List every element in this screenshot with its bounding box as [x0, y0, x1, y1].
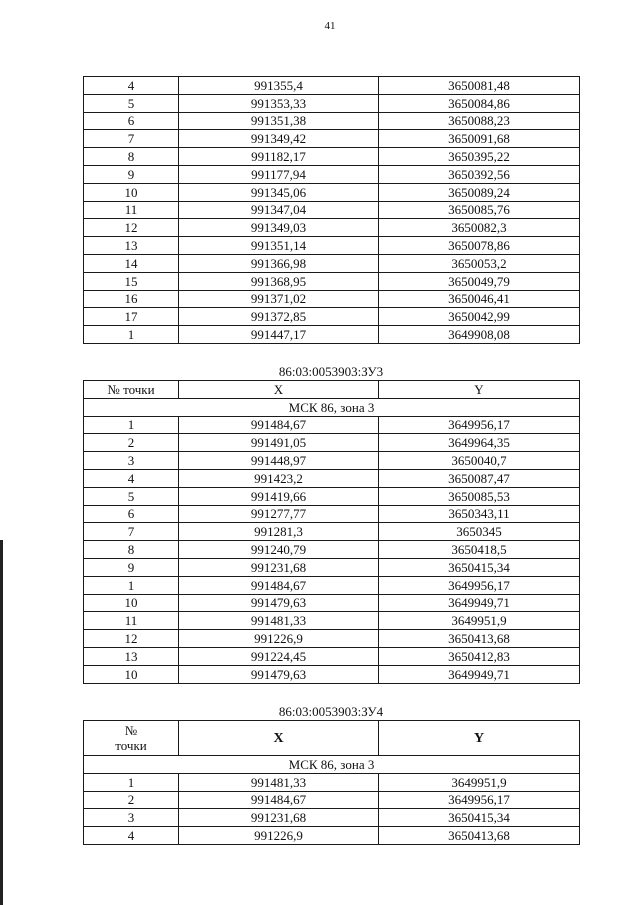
header-point-line1: № — [124, 723, 138, 738]
header-y: Y — [379, 381, 580, 399]
table-row — [84, 308, 580, 326]
point-number-cell: 4 — [84, 469, 179, 487]
point-number-cell: 6 — [84, 505, 179, 523]
y-coordinate-cell: 3650412,83 — [379, 647, 580, 665]
table-row — [84, 665, 580, 683]
point-number-cell: 5 — [84, 487, 179, 505]
y-coordinate-cell: 3650091,68 — [379, 130, 580, 148]
table-row — [84, 647, 580, 665]
y-coordinate-cell: 3650088,23 — [379, 112, 580, 130]
table-row — [84, 487, 580, 505]
x-coordinate-cell: 991481,33 — [179, 612, 379, 630]
table-row — [84, 183, 580, 201]
header-point-number — [84, 721, 179, 756]
point-number-cell: 1 — [84, 576, 179, 594]
y-coordinate-cell: 3649956,17 — [379, 416, 580, 434]
point-number-cell: 5 — [84, 94, 179, 112]
table-row — [84, 112, 580, 130]
point-number-cell: 12 — [84, 219, 179, 237]
x-coordinate-cell: 991177,94 — [179, 165, 379, 183]
coordinates-table-zu4 — [83, 720, 580, 845]
table-row — [84, 452, 580, 470]
point-number-cell: 6 — [84, 112, 179, 130]
x-coordinate-cell: 991491,05 — [179, 434, 379, 452]
point-number-cell: 4 — [84, 77, 179, 95]
table-subheader-row — [84, 398, 580, 416]
point-number-cell: 7 — [84, 130, 179, 148]
table-row — [84, 165, 580, 183]
scan-edge-mark — [0, 540, 3, 905]
y-coordinate-cell: 3650413,68 — [379, 630, 580, 648]
table2-body — [84, 416, 580, 683]
x-coordinate-cell: 991240,79 — [179, 541, 379, 559]
x-coordinate-cell: 991479,63 — [179, 594, 379, 612]
point-number-cell: 4 — [84, 827, 179, 845]
point-number-cell: 8 — [84, 148, 179, 166]
y-coordinate-cell: 3650392,56 — [379, 165, 580, 183]
y-coordinate-cell: 3650415,34 — [379, 809, 580, 827]
point-number-cell: 10 — [84, 183, 179, 201]
x-coordinate-cell: 991366,98 — [179, 254, 379, 272]
y-coordinate-cell: 3649951,9 — [379, 773, 580, 791]
table-header-row — [84, 381, 580, 399]
table1-body — [84, 77, 580, 344]
table-row — [84, 434, 580, 452]
x-coordinate-cell: 991481,33 — [179, 773, 379, 791]
coordinates-table-zu3 — [83, 380, 580, 684]
table-row — [84, 594, 580, 612]
point-number-cell: 9 — [84, 165, 179, 183]
point-number-cell: 13 — [84, 237, 179, 255]
x-coordinate-cell: 991423,2 — [179, 469, 379, 487]
x-coordinate-cell: 991347,04 — [179, 201, 379, 219]
y-coordinate-cell: 3650049,79 — [379, 272, 580, 290]
y-coordinate-cell: 3650345 — [379, 523, 580, 541]
y-coordinate-cell: 3649956,17 — [379, 791, 580, 809]
y-coordinate-cell: 3650053,2 — [379, 254, 580, 272]
point-number-cell: 1 — [84, 416, 179, 434]
table-row — [84, 77, 580, 95]
table-row — [84, 523, 580, 541]
point-number-cell: 8 — [84, 541, 179, 559]
point-number-cell: 10 — [84, 594, 179, 612]
header-y: Y — [379, 721, 580, 756]
x-coordinate-cell: 991226,9 — [179, 630, 379, 648]
table-row — [84, 558, 580, 576]
y-coordinate-cell: 3650085,53 — [379, 487, 580, 505]
y-coordinate-cell: 3649908,08 — [379, 326, 580, 344]
y-coordinate-cell: 3650046,41 — [379, 290, 580, 308]
y-coordinate-cell: 3650082,3 — [379, 219, 580, 237]
section-title-zu4: 86:03:0053903:ЗУ4 — [278, 704, 384, 719]
x-coordinate-cell: 991447,17 — [179, 326, 379, 344]
y-coordinate-cell: 3650040,7 — [379, 452, 580, 470]
point-number-cell: 7 — [84, 523, 179, 541]
y-coordinate-cell: 3650078,86 — [379, 237, 580, 255]
x-coordinate-cell: 991484,67 — [179, 791, 379, 809]
table-row — [84, 791, 580, 809]
x-coordinate-cell: 991355,4 — [179, 77, 379, 95]
y-coordinate-cell: 3650343,11 — [379, 505, 580, 523]
point-number-cell: 11 — [84, 612, 179, 630]
x-coordinate-cell: 991351,14 — [179, 237, 379, 255]
point-number-cell: 9 — [84, 558, 179, 576]
table-row — [84, 809, 580, 827]
point-number-cell: 3 — [84, 809, 179, 827]
y-coordinate-cell: 3650085,76 — [379, 201, 580, 219]
table-row — [84, 827, 580, 845]
point-number-cell: 14 — [84, 254, 179, 272]
point-number-cell: 12 — [84, 630, 179, 648]
table-row — [84, 469, 580, 487]
table-row — [84, 541, 580, 559]
y-coordinate-cell: 3650395,22 — [379, 148, 580, 166]
x-coordinate-cell: 991281,3 — [179, 523, 379, 541]
y-coordinate-cell: 3650087,47 — [379, 469, 580, 487]
table-row — [84, 254, 580, 272]
y-coordinate-cell: 3650042,99 — [379, 308, 580, 326]
y-coordinate-cell: 3649956,17 — [379, 576, 580, 594]
y-coordinate-cell: 3649951,9 — [379, 612, 580, 630]
point-number-cell: 15 — [84, 272, 179, 290]
table-row — [84, 219, 580, 237]
y-coordinate-cell: 3649949,71 — [379, 665, 580, 683]
table-row — [84, 272, 580, 290]
table-row — [84, 576, 580, 594]
point-number-cell: 10 — [84, 665, 179, 683]
table-row — [84, 130, 580, 148]
x-coordinate-cell: 991224,45 — [179, 647, 379, 665]
table-row — [84, 201, 580, 219]
y-coordinate-cell: 3650413,68 — [379, 827, 580, 845]
x-coordinate-cell: 991277,77 — [179, 505, 379, 523]
y-coordinate-cell: 3650084,86 — [379, 94, 580, 112]
point-number-cell: 13 — [84, 647, 179, 665]
y-coordinate-cell: 3649964,35 — [379, 434, 580, 452]
x-coordinate-cell: 991419,66 — [179, 487, 379, 505]
x-coordinate-cell: 991353,33 — [179, 94, 379, 112]
point-number-cell: 11 — [84, 201, 179, 219]
x-coordinate-cell: 991345,06 — [179, 183, 379, 201]
x-coordinate-cell: 991351,38 — [179, 112, 379, 130]
x-coordinate-cell: 991182,17 — [179, 148, 379, 166]
table-row — [84, 326, 580, 344]
point-number-cell: 1 — [84, 773, 179, 791]
x-coordinate-cell: 991231,68 — [179, 558, 379, 576]
y-coordinate-cell: 3649949,71 — [379, 594, 580, 612]
table-row — [84, 773, 580, 791]
coordinate-system-label: МСК 86, зона 3 — [84, 756, 580, 774]
x-coordinate-cell: 991349,03 — [179, 219, 379, 237]
x-coordinate-cell: 991448,97 — [179, 452, 379, 470]
x-coordinate-cell: 991231,68 — [179, 809, 379, 827]
table-row — [84, 94, 580, 112]
table3-body — [84, 773, 580, 844]
point-number-cell: 16 — [84, 290, 179, 308]
y-coordinate-cell: 3650418,5 — [379, 541, 580, 559]
header-point-line2: точки — [115, 738, 147, 753]
point-number-cell: 2 — [84, 791, 179, 809]
y-coordinate-cell: 3650089,24 — [379, 183, 580, 201]
point-number-cell: 3 — [84, 452, 179, 470]
table-subheader-row — [84, 756, 580, 774]
page-number: 41 — [324, 20, 336, 32]
point-number-cell: 17 — [84, 308, 179, 326]
x-coordinate-cell: 991484,67 — [179, 576, 379, 594]
section-title-zu3: 86:03:0053903:ЗУ3 — [278, 364, 384, 379]
header-x: X — [179, 721, 379, 756]
table-row — [84, 290, 580, 308]
header-x: X — [179, 381, 379, 399]
x-coordinate-cell: 991368,95 — [179, 272, 379, 290]
table-row — [84, 612, 580, 630]
x-coordinate-cell: 991484,67 — [179, 416, 379, 434]
x-coordinate-cell: 991226,9 — [179, 827, 379, 845]
y-coordinate-cell: 3650415,34 — [379, 558, 580, 576]
table-row — [84, 148, 580, 166]
point-number-cell: 1 — [84, 326, 179, 344]
x-coordinate-cell: 991349,42 — [179, 130, 379, 148]
coordinates-table-continued — [83, 76, 580, 344]
table-row — [84, 416, 580, 434]
point-number-cell: 2 — [84, 434, 179, 452]
header-point-number: № точки — [84, 381, 179, 399]
table-row — [84, 505, 580, 523]
table-header-row — [84, 721, 580, 756]
y-coordinate-cell: 3650081,48 — [379, 77, 580, 95]
table-row — [84, 237, 580, 255]
x-coordinate-cell: 991479,63 — [179, 665, 379, 683]
coordinate-system-label: МСК 86, зона 3 — [84, 398, 580, 416]
x-coordinate-cell: 991372,85 — [179, 308, 379, 326]
x-coordinate-cell: 991371,02 — [179, 290, 379, 308]
table-row — [84, 630, 580, 648]
